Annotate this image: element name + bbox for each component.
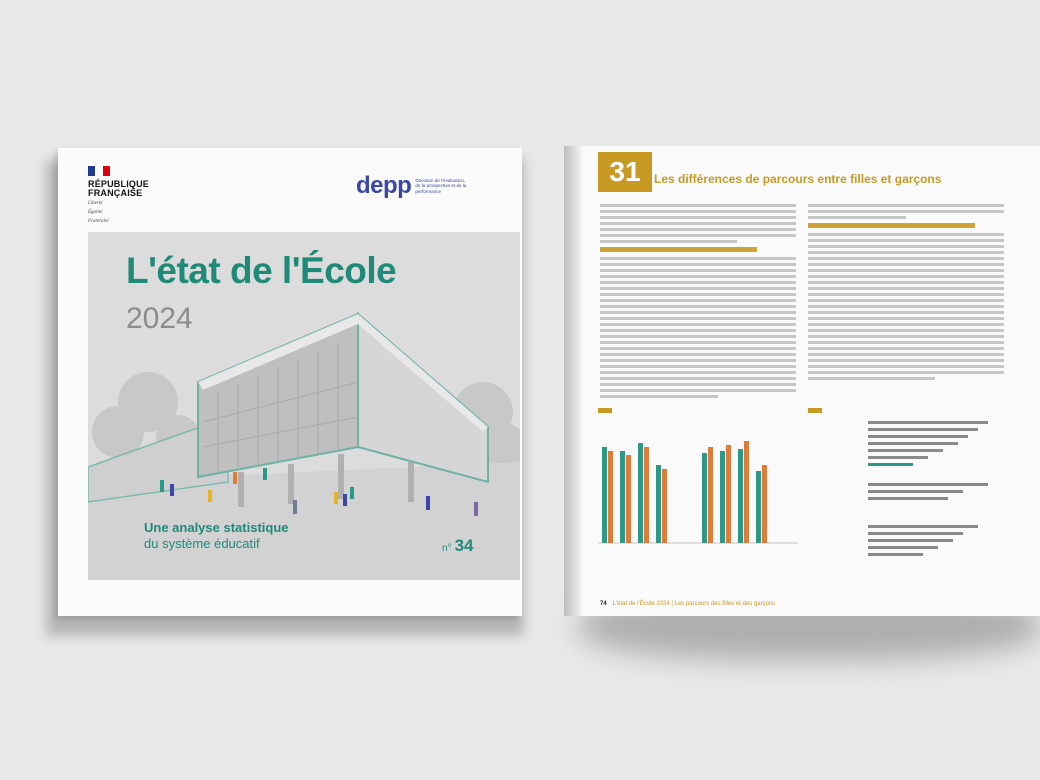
cover-subtitle-line2: du système éducatif bbox=[144, 536, 260, 551]
republique-francaise-logo bbox=[88, 166, 168, 225]
figure-bar-chart bbox=[598, 408, 798, 588]
footer-text: L'état de l'École 2024 | Les parcours des filles et des garçons bbox=[612, 601, 776, 607]
book-gutter bbox=[564, 146, 582, 616]
cover-year: 2024 bbox=[126, 302, 193, 335]
depp-logo bbox=[356, 172, 471, 200]
issue-number-prefix: n° bbox=[442, 543, 452, 554]
cover-subtitle-line1: Une analyse statistique bbox=[144, 520, 289, 535]
cover-illustration-panel bbox=[88, 232, 520, 580]
page-footer bbox=[600, 601, 775, 607]
figure-horizontal-bars bbox=[808, 408, 1008, 588]
text-column-right bbox=[808, 204, 1004, 383]
text-column-left bbox=[600, 204, 796, 401]
republique-line: RÉPUBLIQUE bbox=[88, 179, 150, 189]
grouped-bar-chart bbox=[598, 413, 798, 563]
chapter-number-box: 31 bbox=[598, 152, 652, 192]
francaise-line: FRANÇAISE bbox=[88, 188, 143, 198]
open-book-page bbox=[564, 146, 1040, 616]
issue-number-value: 34 bbox=[454, 536, 474, 555]
french-flag-icon bbox=[88, 166, 110, 176]
horizontal-bar-chart bbox=[808, 413, 1008, 573]
book-cover bbox=[58, 148, 522, 616]
motto-fraternite: Fraternité bbox=[88, 219, 109, 224]
page-number: 74 bbox=[600, 601, 607, 607]
depp-description: Direction de l'évaluation, de la prospective et de la performance bbox=[415, 177, 467, 194]
cover-title: L'état de l'École bbox=[126, 250, 397, 291]
issue-number bbox=[442, 536, 473, 556]
chapter-title: Les différences de parcours entre filles et garçons bbox=[654, 172, 942, 186]
motto-liberte: Liberté bbox=[88, 201, 103, 206]
depp-wordmark: depp bbox=[356, 172, 412, 199]
motto-egalite: Égalité bbox=[88, 210, 103, 215]
